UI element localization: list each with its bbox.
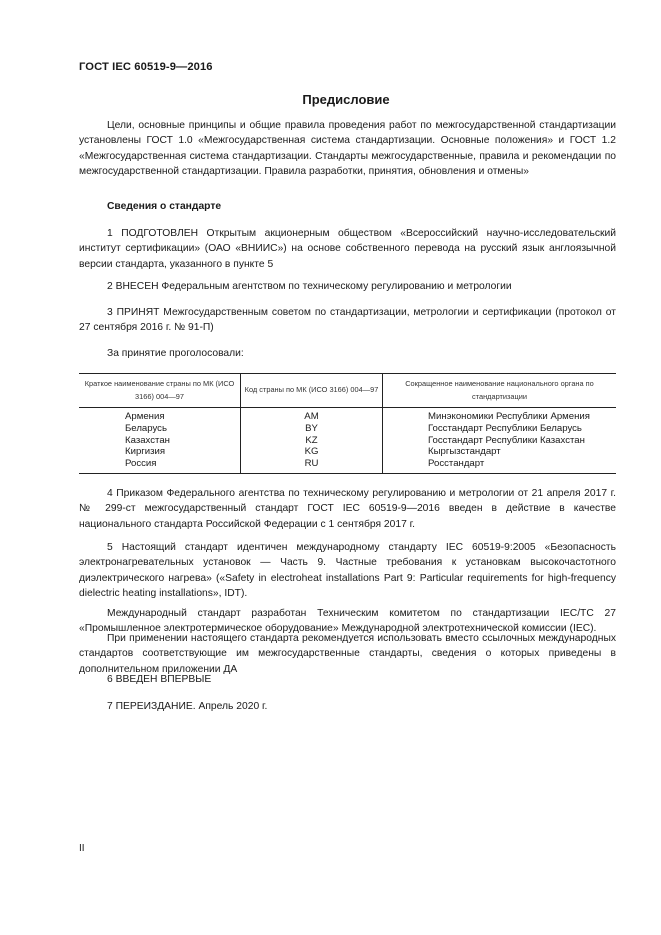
code-cell: KG bbox=[304, 446, 319, 458]
item-7: 7 ПЕРЕИЗДАНИЕ. Апрель 2020 г. bbox=[107, 701, 268, 712]
country-cell: Россия bbox=[125, 458, 157, 470]
document-id: ГОСТ IEC 60519-9—2016 bbox=[79, 61, 213, 73]
item-1: 1 ПОДГОТОВЛЕН Открытым акционерным обществом «Всероссийский научно-исследовательский институт сертификации» (ОАО «ВНИИС») на основе собственного перевода на русский язык англоязычной версии стандарта, указанного в пункте 5 bbox=[79, 228, 616, 270]
page-title: Предисловие bbox=[302, 92, 390, 107]
item-5: 5 Настоящий стандарт идентичен международному стандарту IEC 60519-9:2005 «Безопасность электронагревательных установок — Часть 9. Частные требования к установкам высокочастотного диэлектрического нагрева» («Safety in electroheat installations Part 9: Particular requirements for high-frequency dielectric heating installations», IDT). bbox=[79, 542, 616, 599]
country-cell: Киргизия bbox=[125, 446, 166, 458]
country-cell: Армения bbox=[125, 411, 165, 422]
code-cell: RU bbox=[304, 458, 319, 470]
body-cell: Росстандарт bbox=[428, 458, 485, 470]
body-cell: Госстандарт Республики Казахстан bbox=[428, 434, 585, 446]
header-code: Код страны по МК (ИСО 3166) 004—97 bbox=[241, 374, 383, 408]
code-cell: BY bbox=[305, 422, 318, 434]
country-column bbox=[79, 408, 241, 474]
vote-table-body bbox=[79, 408, 616, 474]
section-heading: Сведения о стандарте bbox=[107, 201, 222, 212]
header-body: Сокращенное наименование национального органа по стандартизации bbox=[383, 374, 617, 408]
item-3: 3 ПРИНЯТ Межгосударственным советом по стандартизации, метрологии и сертификации (протокол от 27 сентября 2016 г. № 91-П) bbox=[79, 307, 616, 334]
country-cell: Беларусь bbox=[125, 422, 167, 434]
code-cell: KZ bbox=[305, 434, 318, 446]
vote-table bbox=[79, 373, 616, 474]
item-5-paragraph-3: При применении настоящего стандарта рекомендуется использовать вместо ссылочных международных стандартов соответствующие им межгосударственные стандарты, сведения о которых приведены в дополнительном приложении ДА bbox=[79, 633, 616, 675]
item-2: 2 ВНЕСЕН Федеральным агентством по техническому регулированию и метрологии bbox=[107, 281, 512, 292]
item-6: 6 ВВЕДЕН ВПЕРВЫЕ bbox=[107, 674, 212, 685]
body-cell: Госстандарт Республики Беларусь bbox=[428, 422, 582, 434]
code-column bbox=[241, 408, 383, 474]
item-5-paragraph-2: Международный стандарт разработан Техническим комитетом по стандартизации IEC/TC 27 «Промышленное электротермическое оборудование» Международной электротехнической комиссии (IEC). bbox=[79, 608, 616, 635]
page-number: II bbox=[79, 843, 85, 854]
code-cell: AM bbox=[304, 411, 319, 422]
item-4: 4 Приказом Федерального агентства по техническому регулированию и метрологии от 21 апреля 2017 г. № 299-ст межгосударственный стандарт ГОСТ IEC 60519-9—2016 введен в действие в качестве национального стандарта Российской Федерации с 1 сентября 2017 г. bbox=[79, 488, 616, 530]
header-country: Краткое наименование страны по МК (ИСО 3166) 004—97 bbox=[79, 374, 241, 408]
intro-paragraph: Цели, основные принципы и общие правила проведения работ по межгосударственной стандартизации установлены ГОСТ 1.0 «Межгосударственная система стандартизации. Основные положения» и ГОСТ 1.2 «Межгосударственная система стандартизации. Стандарты межгосударственные, правила и рекомендации по межгосударственной стандартизации. Правила разработки, принятия, обновления и отмены» bbox=[79, 120, 616, 177]
country-cell: Казахстан bbox=[125, 434, 170, 446]
vote-table-header bbox=[79, 374, 616, 408]
vote-intro: За принятие проголосовали: bbox=[107, 348, 244, 359]
body-column bbox=[383, 408, 617, 474]
body-cell: Кыргызстандарт bbox=[428, 446, 501, 458]
body-cell: Минэкономики Республики Армения bbox=[428, 411, 590, 422]
